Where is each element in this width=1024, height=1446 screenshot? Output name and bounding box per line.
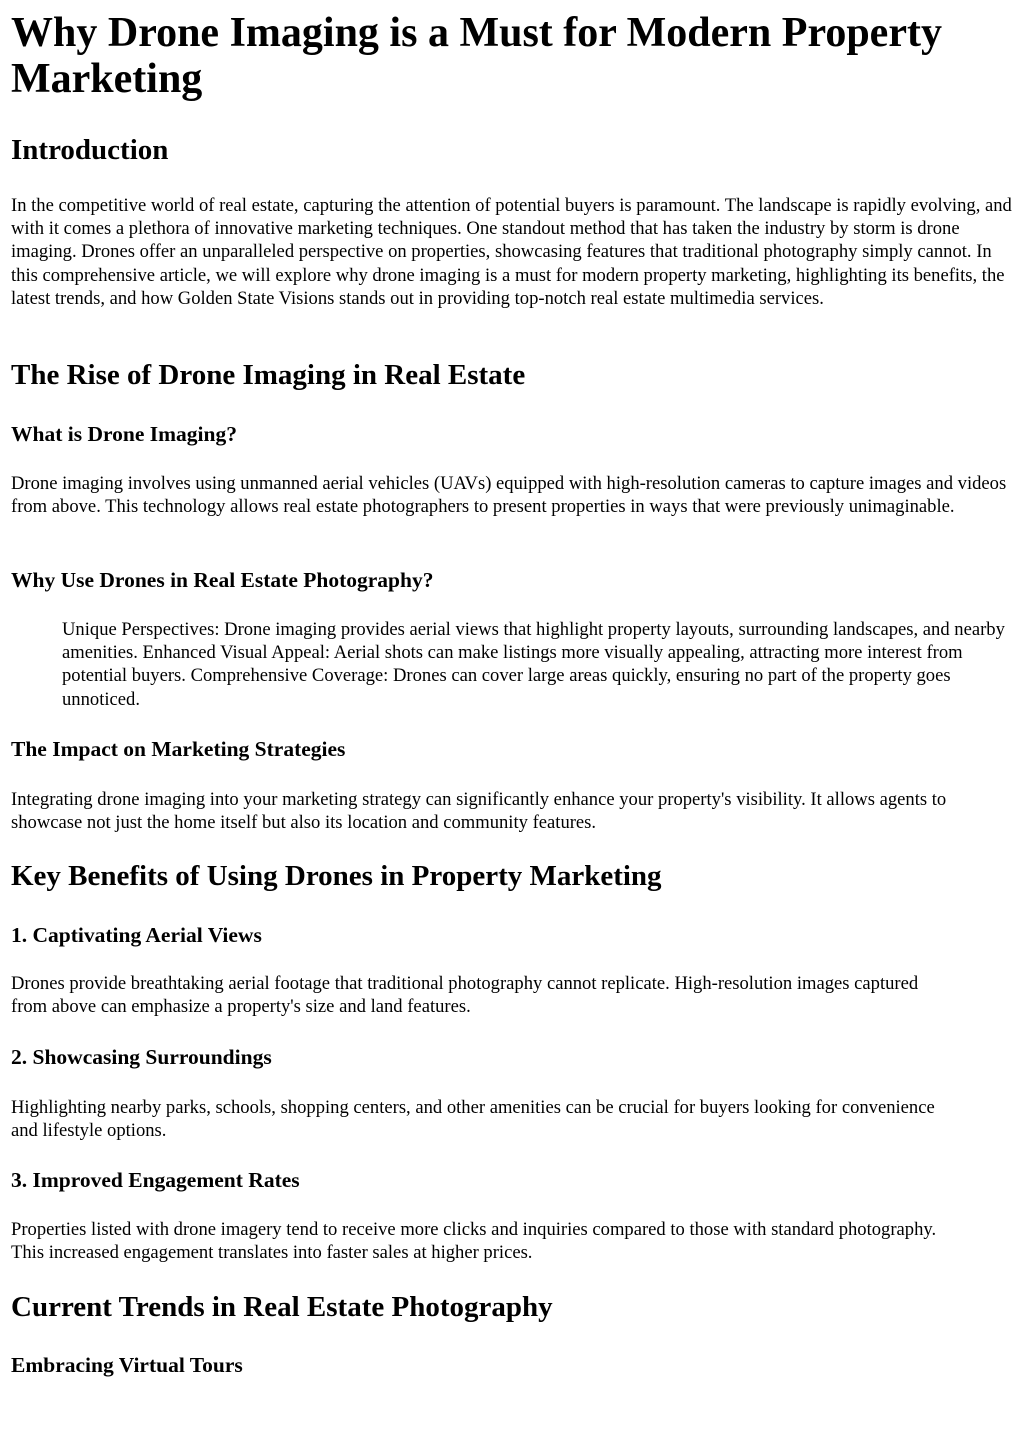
introduction-heading: Introduction [11, 134, 169, 166]
benefit-surroundings-heading: 2. Showcasing Surroundings [11, 1045, 272, 1069]
why-use-drones-heading: Why Use Drones in Real Estate Photography? [11, 568, 434, 592]
introduction-paragraph: In the competitive world of real estate, capturing the attention of potential buyers is paramount. The landscape is rapidly evolving, and with it comes a plethora of innovative marketing techniques. One standout method that has taken the industry by storm is drone imaging. Drones offer an unparalleled perspective on properties, showcasing features that traditional photography simply cannot. In this comprehensive article, we will explore why drone imaging is a must for modern property marketing, highlighting its benefits, the latest trends, and how Golden State Visions stands out in providing top-notch real estate multimedia services. [11, 195, 1012, 309]
what-is-drone-imaging-heading: What is Drone Imaging? [11, 422, 237, 446]
rise-of-drone-imaging-heading: The Rise of Drone Imaging in Real Estate [11, 359, 526, 391]
benefit-engagement-heading: 3. Improved Engagement Rates [11, 1168, 300, 1192]
impact-on-marketing-heading: The Impact on Marketing Strategies [11, 737, 346, 761]
benefit-surroundings-paragraph: Highlighting nearby parks, schools, shopping centers, and other amenities can be crucial for buyers looking for convenience and lifestyle options. [11, 1097, 935, 1142]
impact-on-marketing-paragraph: Integrating drone imaging into your marketing strategy can significantly enhance your property's visibility. It allows agents to showcase not just the home itself but also its location and community features. [11, 789, 947, 834]
why-use-drones-quote: Unique Perspectives: Drone imaging provides aerial views that highlight property layouts, surrounding landscapes, and nearby amenities. Enhanced Visual Appeal: Aerial shots can make listings more visually appealing, attracting more interest from potential buyers. Comprehensive Coverage: Drones can cover large areas quickly, ensuring no part of the property goes unnoticed. [62, 619, 1005, 710]
page-title: Why Drone Imaging is a Must for Modern Property Marketing [11, 10, 942, 102]
benefit-aerial-views-paragraph: Drones provide breathtaking aerial footage that traditional photography cannot replicate. High-resolution images captured from above can emphasize a property's size and land features. [11, 973, 919, 1018]
benefit-aerial-views-heading: 1. Captivating Aerial Views [11, 923, 262, 947]
benefit-engagement-paragraph: Properties listed with drone imagery tend to receive more clicks and inquiries compared to those with standard photography. This increased engagement translates into faster sales at higher prices. [11, 1219, 937, 1264]
key-benefits-heading: Key Benefits of Using Drones in Property Marketing [11, 860, 662, 892]
current-trends-heading: Current Trends in Real Estate Photography [11, 1291, 553, 1323]
what-is-drone-imaging-paragraph: Drone imaging involves using unmanned aerial vehicles (UAVs) equipped with high-resolution cameras to capture images and videos from above. This technology allows real estate photographers to present properties in ways that were previously unimaginable. [11, 473, 1007, 518]
virtual-tours-heading: Embracing Virtual Tours [11, 1353, 243, 1377]
